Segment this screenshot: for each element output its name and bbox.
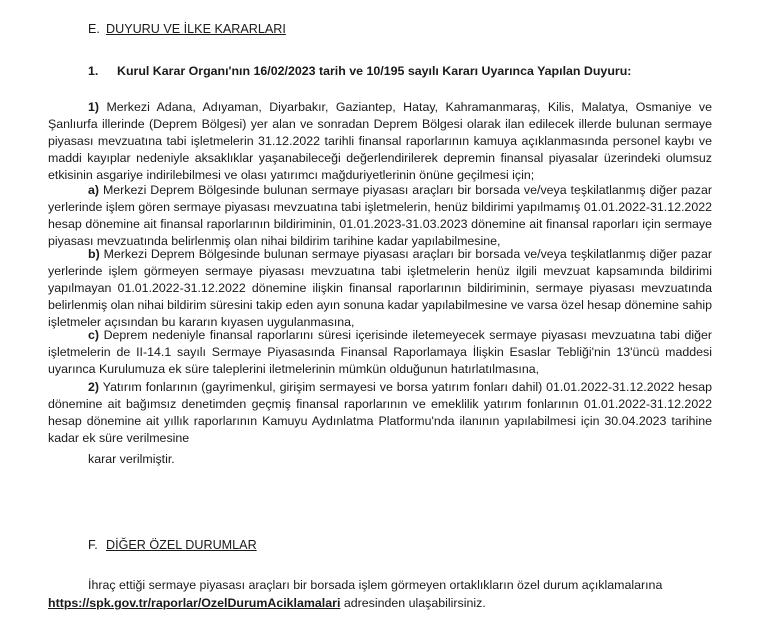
item-1-number: 1. (88, 64, 99, 78)
paragraph-1 (48, 99, 712, 184)
paragraph-c (48, 327, 712, 378)
closing-text: karar verilmiştir. (88, 452, 175, 466)
paragraph-2 (48, 379, 712, 447)
paragraph-c-label: c) (88, 328, 100, 342)
paragraph-f-suffix: adresinden ulaşabilirsiniz. (340, 596, 486, 610)
section-f-heading (88, 538, 257, 552)
section-e-heading (88, 22, 286, 36)
paragraph-f-text: İhraç ettiği sermaye piyasası araçları bir borsada işlem görmeyen ortaklıkların özel durum açıklamalarına (88, 578, 663, 592)
section-f-title: DİĞER ÖZEL DURUMLAR (106, 538, 257, 552)
paragraph-2-label: 2) (88, 380, 100, 394)
paragraph-a (48, 182, 712, 250)
paragraph-b-text: Merkezi Deprem Bölgesinde bulunan sermaye piyasası araçları bir borsada ve/veya teşkilatlanmış diğer pazar yerlerinde işlem görmeyen sermaye piyasası mevzuatına tabi işletmelerin henüz ilgili mevzuat kapsamında bildirimi yapılmayan 01.01.2022-31.12.2022 dönemine ilişkin finansal raporlarının bildiriminin, sermaye piyasası mevzuatında belirlenmiş olan nihai bildirim süresini takip eden ayın sonuna kadar yapılabilmesine ve varsa özel hesap dönemine sahip işletmeler açısından bu kararın kıyasen uygulanmasına, (48, 247, 712, 329)
paragraph-c-text: Deprem nedeniyle finansal raporlarını süresi içerisinde iletemeyecek sermaye piyasası mevzuatına tabi diğer işletmelerin de II-14.1 sayılı Sermaye Piyasasında Finansal Raporlamaya İlişkin Esaslar Tebliği'nin 13'üncü maddesi uyarınca Kurulumuza ek süre taleplerini iletmelerinin mümkün olduğunun hatırlatılmasına, (48, 328, 712, 376)
section-e-title: DUYURU VE İLKE KARARLARI (106, 22, 286, 36)
paragraph-a-label: a) (88, 183, 100, 197)
ozel-durum-link[interactable]: https://spk.gov.tr/raporlar/OzelDurumAciklamalari (48, 596, 341, 610)
section-f-letter: F. (88, 538, 98, 552)
paragraph-f (48, 577, 712, 612)
paragraph-1-text: Merkezi Adana, Adıyaman, Diyarbakır, Gaziantep, Hatay, Kahramanmaraş, Kilis, Malatya, Osmaniye ve Şanlıurfa illerinde (Deprem Bölgesi) yer alan ve sonradan Deprem Bölgesi olarak ilan edilecek illerde bulunan sermaye piyasası mevzuatına tabi işletmelerin 31.12.2022 tarihli finansal raporlarının kamuya açıklanmasında personel kaybı ve maddi kayıplar nedeniyle aksaklıklar yaşanabileceği değerlendirilerek depremin finansal piyasalar üzerindeki olumsuz etkisinin asgariye indirilebilmesi ve olası yatırımcı mağduriyetlerinin önüne geçilmesi için; (48, 100, 712, 182)
paragraph-a-text: Merkezi Deprem Bölgesinde bulunan sermaye piyasası araçları bir borsada ve/veya teşkilatlanmış diğer pazar yerlerinde işlem gören sermaye piyasası mevzuatına tabi işletmelerin, henüz bildirimi yapılmamış 01.01.2022-31.12.2022 hesap dönemine ait finansal raporlarının bildiriminin, 01.01.2023-31.03.2023 dönemine ait finansal raporları için sermaye piyasası mevzuatında belirlenmiş olan nihai bildirim tarihine kadar yapılabilmesine, (48, 183, 712, 248)
paragraph-b-label: b) (88, 247, 100, 261)
paragraph-b (48, 246, 712, 331)
section-e-letter: E. (88, 22, 100, 36)
paragraph-1-label: 1) (88, 100, 100, 114)
item-1-heading (88, 64, 631, 78)
item-1-title: Kurul Karar Organı'nın 16/02/2023 tarih ve 10/195 sayılı Kararı Uyarınca Yapılan Duyuru: (117, 64, 632, 78)
paragraph-2-text: Yatırım fonlarının (gayrimenkul, girişim sermayesi ve borsa yatırım fonları dahil) 01.01.2022-31.12.2022 hesap dönemine ait bağımsız denetimden geçmiş finansal raporlarının ve emeklilik yatırım fonlarının 01.01.2022-31.12.2022 hesap dönemine ait yıllık raporlarının Kamuyu Aydınlatma Platformu'nda ilanının yapılabilmesi için 30.04.2023 tarihine kadar ek süre verilmesine (48, 380, 712, 445)
